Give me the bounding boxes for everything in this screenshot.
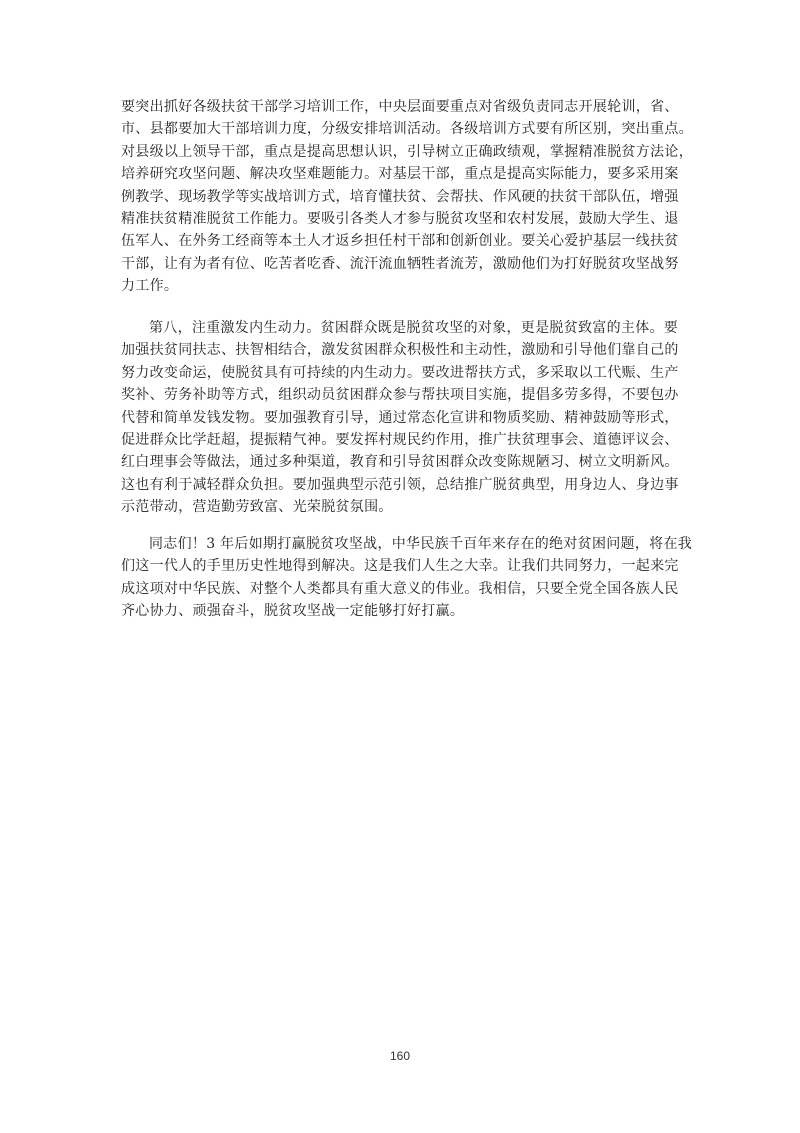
text-line: 促进群众比学赶超，提振精气神。要发挥村规民约作用，推广扶贫理事会、道德评议会、 xyxy=(121,432,679,449)
text-line: 加强扶贫同扶志、扶智相结合，激发贫困群众积极性和主动性，激励和引导他们靠自己的 xyxy=(121,342,679,359)
paragraph-closing xyxy=(121,533,693,623)
text-line: 例教学、现场教学等实战培训方式，培育懂扶贫、会帮扶、作风硬的扶贫干部队伍，增强 xyxy=(121,188,679,205)
paragraph-eighth-point xyxy=(121,317,683,516)
page-number: 160 xyxy=(389,1049,411,1063)
text-line: 要突出抓好各级扶贫干部学习培训工作，中央层面要重点对省级负责同志开展轮训，省、 xyxy=(121,99,679,115)
body-text xyxy=(121,96,693,623)
text-line: 市、县都要加大干部培训力度，分级安排培训活动。各级培训方式要有所区别，突出重点。 xyxy=(121,121,693,138)
text-line: 成这项对中华民族、对整个人类都具有重大意义的伟业。我相信，只要全党全国各族人民 xyxy=(121,580,679,597)
text-line: 同志们！3 年后如期打赢脱贫攻坚战，中华民族千百年来存在的绝对贫困问题，将在我 xyxy=(149,536,693,552)
text-line: 奖补、劳务补助等方式，组织动员贫困群众参与帮扶项目实施，提倡多劳多得，不要包办 xyxy=(121,387,679,404)
text-line: 红白理事会等做法，通过多种渠道，教育和引导贫困群众改变陈规陋习、树立文明新风。 xyxy=(121,454,679,471)
paragraph-training xyxy=(121,96,693,296)
text-line: 们这一代人的手里历史性地得到解决。这是我们人生之大幸。让我们共同努力，一起来完 xyxy=(121,558,679,575)
text-line: 努力改变命运，使脱贫具有可持续的内生动力。要改进帮扶方式，多采取以工代赈、生产 xyxy=(121,364,679,381)
text-line: 培养研究攻坚问题、解决攻坚难题能力。对基层干部，重点是提高实际能力，要多采用案 xyxy=(121,166,679,183)
text-line: 这也有利于减轻群众负担。要加强典型示范引领，总结推广脱贫典型，用身边人、身边事 xyxy=(121,476,679,493)
text-line: 代替和简单发钱发物。要加强教育引导，通过常态化宣讲和物质奖励、精神鼓励等形式， xyxy=(121,409,679,426)
text-line: 示范带动，营造勤劳致富、光荣脱贫氛围。 xyxy=(121,499,393,516)
text-line: 对县级以上领导干部，重点是提高思想认识，引导树立正确政绩观，掌握精准脱贫方法论， xyxy=(121,143,693,160)
text-line: 精准扶贫精准脱贫工作能力。要吸引各类人才参与脱贫攻坚和农村发展，鼓励大学生、退 xyxy=(121,211,679,228)
text-line: 第八，注重激发内生动力。贫困群众既是脱贫攻坚的对象，更是脱贫致富的主体。要 xyxy=(149,320,679,336)
text-line: 齐心协力、顽强奋斗，脱贫攻坚战一定能够打好打赢。 xyxy=(121,603,465,620)
text-line: 力工作。 xyxy=(121,278,179,295)
text-line: 干部，让有为者有位、吃苦者吃香、流汗流血牺牲者流芳，激励他们为打好脱贫攻坚战努 xyxy=(121,255,679,272)
text-line: 伍军人、在外务工经商等本土人才返乡担任村干部和创新创业。要关心爱护基层一线扶贫 xyxy=(121,233,679,250)
